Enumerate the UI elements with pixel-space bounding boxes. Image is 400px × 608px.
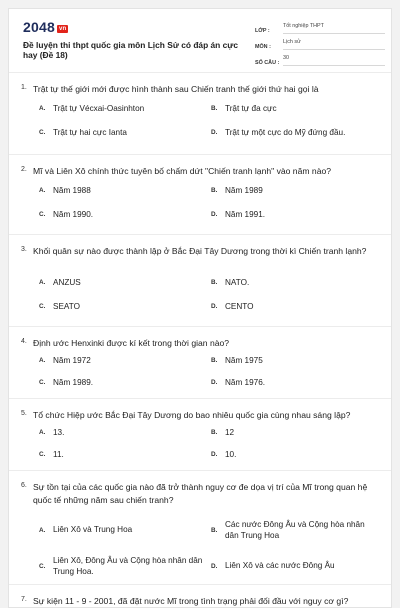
option-b[interactable] — [211, 427, 376, 439]
option-c[interactable] — [39, 553, 204, 579]
option-a[interactable] — [39, 517, 204, 543]
option-letter: D. — [211, 129, 218, 137]
question-number: 7. — [21, 596, 27, 603]
question-number: 6. — [21, 482, 27, 489]
option-text: Năm 1989. — [53, 378, 94, 387]
option-b[interactable] — [211, 103, 376, 115]
option-text: Liên Xô, Đông Âu và Cộng hòa nhân dân Trung Hoa. — [53, 555, 203, 576]
option-text: Năm 1976. — [225, 378, 266, 387]
option-c[interactable] — [39, 301, 204, 313]
option-letter: D. — [211, 451, 218, 459]
logo-text: 2048 — [23, 19, 55, 35]
option-text: Trật tự hai cực Ianta — [53, 128, 127, 137]
exam-header — [9, 9, 391, 73]
option-d[interactable] — [211, 449, 376, 461]
question-1 — [9, 73, 392, 155]
question-7 — [9, 585, 392, 608]
option-text: Trật tự một cực do Mỹ đứng đầu. — [225, 128, 346, 137]
option-d[interactable] — [211, 553, 376, 579]
option-a[interactable] — [39, 277, 204, 289]
question-text: Tổ chức Hiệp ước Bắc Đại Tây Dương do bao nhiêu quốc gia cùng nhau sáng lập? — [33, 410, 351, 420]
option-b[interactable] — [211, 517, 376, 543]
meta-value: 30 — [283, 54, 385, 66]
option-c[interactable] — [39, 127, 204, 139]
meta-label: LỚP : — [255, 28, 270, 34]
question-text: Trật tự thế giới mới được hình thành sau Chiến tranh thế giới thứ hai gọi là — [33, 84, 319, 94]
meta-row-class — [255, 19, 385, 34]
question-text: Sự kiện 11 - 9 - 2001, đã đặt nước Mĩ trong tình trạng phải đối đầu với nguy cơ gì? — [33, 596, 349, 606]
meta-value: Tốt nghiệp THPT — [283, 22, 385, 34]
option-text: NATO. — [225, 278, 250, 287]
question-5 — [9, 399, 392, 471]
option-a[interactable] — [39, 103, 204, 115]
option-text: Trật tự đa cực — [225, 104, 277, 113]
option-a[interactable] — [39, 185, 204, 197]
option-text: CENTO — [225, 302, 254, 311]
option-letter: A. — [39, 105, 46, 113]
option-text: Các nước Đông Âu và Cộng hòa nhân dân Trung Hoa — [225, 519, 365, 540]
question-number: 3. — [21, 246, 27, 253]
meta-label: SỐ CÂU : — [255, 60, 280, 66]
option-b[interactable] — [211, 277, 376, 289]
option-c[interactable] — [39, 377, 204, 389]
option-letter: A. — [39, 279, 46, 287]
meta-value: Lịch sử — [283, 38, 385, 50]
option-letter: C. — [39, 129, 46, 137]
option-a[interactable] — [39, 427, 204, 439]
option-letter: D. — [211, 562, 218, 570]
option-text: Năm 1972 — [53, 356, 91, 365]
question-number: 1. — [21, 84, 27, 91]
option-text: Liên Xô và các nước Đông Âu — [225, 561, 335, 571]
option-text: 10. — [225, 450, 237, 459]
option-text: Liên Xô và Trung Hoa — [53, 525, 133, 535]
option-text: 11. — [53, 450, 64, 459]
option-letter: B. — [211, 187, 218, 195]
logo-badge: vn — [58, 26, 67, 32]
option-d[interactable] — [211, 377, 376, 389]
question-number: 2. — [21, 166, 27, 173]
exam-meta — [255, 19, 385, 67]
option-d[interactable] — [211, 209, 376, 221]
option-d[interactable] — [211, 127, 376, 139]
question-text: Khối quân sự nào được thành lập ở Bắc Đại Tây Dương trong thời kì Chiến tranh lạnh? — [33, 246, 367, 256]
option-letter: A. — [39, 526, 46, 534]
option-letter: C. — [39, 451, 46, 459]
option-letter: A. — [39, 187, 46, 195]
meta-row-count — [255, 51, 385, 66]
option-text: Năm 1975 — [225, 356, 263, 365]
option-text: Năm 1988 — [53, 186, 91, 195]
option-letter: A. — [39, 429, 46, 437]
question-4 — [9, 327, 392, 399]
meta-label: MÔN : — [255, 44, 271, 50]
option-letter: C. — [39, 211, 46, 219]
option-text: 12 — [225, 428, 235, 437]
option-letter: D. — [211, 379, 218, 387]
question-text: Định ước Henxinki được kí kết trong thời gian nào? — [33, 338, 230, 348]
question-number: 4. — [21, 338, 27, 345]
option-text: SEATO — [53, 302, 80, 311]
option-letter: B. — [211, 105, 218, 113]
option-text: Trật tự Vécxai-Oasinhton — [53, 104, 145, 113]
option-c[interactable] — [39, 209, 204, 221]
question-2 — [9, 155, 392, 235]
option-letter: B. — [211, 279, 218, 287]
exam-page — [8, 8, 392, 608]
option-letter: C. — [39, 303, 46, 311]
option-letter: B. — [211, 357, 218, 365]
question-3 — [9, 235, 392, 327]
option-letter: C. — [39, 562, 46, 570]
option-letter: D. — [211, 303, 218, 311]
option-letter: B. — [211, 526, 218, 534]
option-text: Năm 1990. — [53, 210, 94, 219]
option-b[interactable] — [211, 185, 376, 197]
option-letter: A. — [39, 357, 46, 365]
option-b[interactable] — [211, 355, 376, 367]
meta-row-subject — [255, 35, 385, 50]
option-text: Năm 1989 — [225, 186, 263, 195]
document-title: Đề luyện thi thpt quốc gia môn Lịch Sử có đáp án cực hay (Đề 18) — [23, 40, 239, 60]
option-letter: D. — [211, 211, 218, 219]
option-d[interactable] — [211, 301, 376, 313]
option-a[interactable] — [39, 355, 204, 367]
option-letter: C. — [39, 379, 46, 387]
question-text: Sự tồn tại của các quốc gia nào đã trở thành nguy cơ đe dọa vị trí của Mĩ trong quan hệ quốc tế những năm sau chiến tranh? — [33, 482, 368, 505]
option-letter: B. — [211, 429, 218, 437]
site-logo[interactable] — [23, 19, 68, 35]
question-6 — [9, 471, 392, 585]
option-c[interactable] — [39, 449, 204, 461]
option-text: Năm 1991. — [225, 210, 266, 219]
option-text: 13. — [53, 428, 65, 437]
option-text: ANZUS — [53, 278, 81, 287]
question-text: Mĩ và Liên Xô chính thức tuyên bố chấm dứt "Chiến tranh lạnh" vào năm nào? — [33, 166, 332, 176]
question-number: 5. — [21, 410, 27, 417]
